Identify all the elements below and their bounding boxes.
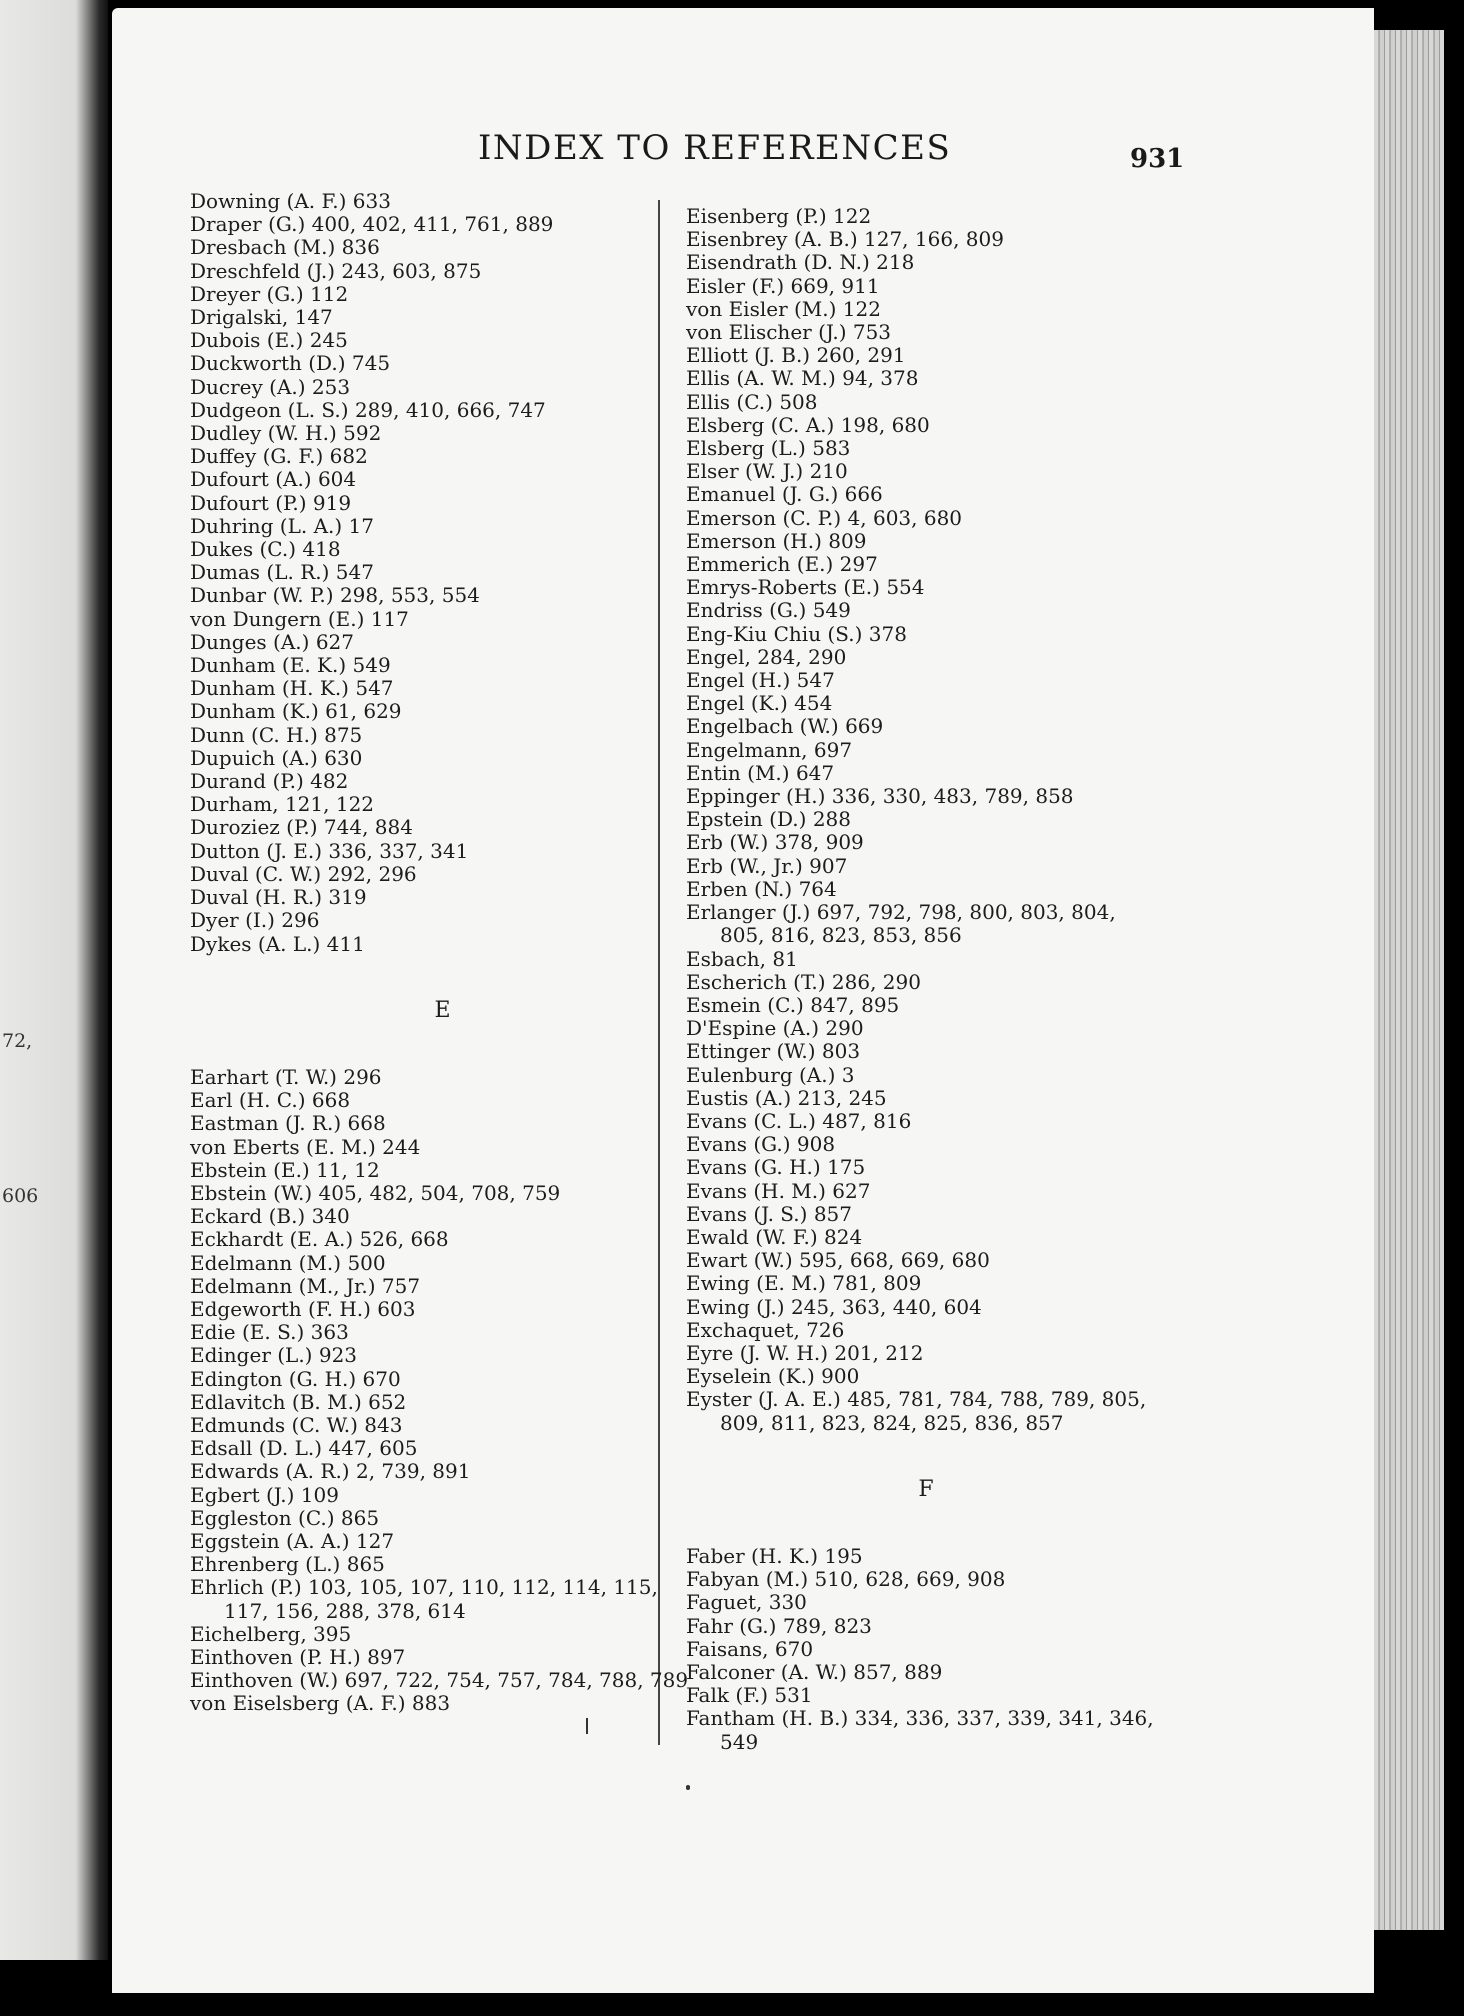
index-entry: Dudgeon (L. S.) 289, 410, 666, 747 xyxy=(190,397,546,422)
index-entry: Duval (C. W.) 292, 296 xyxy=(190,861,417,886)
index-entry: Duroziez (P.) 744, 884 xyxy=(190,815,413,840)
index-entry: Epstein (D.) 288 xyxy=(686,807,851,832)
index-entry: Escherich (T.) 286, 290 xyxy=(686,969,921,994)
index-entry: Falconer (A. W.) 857, 889 xyxy=(686,1659,943,1684)
index-entry: Emrys-Roberts (E.) 554 xyxy=(686,575,925,600)
index-entry: Dunn (C. H.) 875 xyxy=(190,722,363,747)
stray-mark xyxy=(686,1785,690,1790)
index-entry: Eggstein (A. A.) 127 xyxy=(190,1528,395,1553)
index-entry: Dufourt (P.) 919 xyxy=(190,490,352,515)
index-entry: Duffey (G. F.) 682 xyxy=(190,444,368,469)
page-stack-edges xyxy=(1374,30,1444,1930)
index-column-right xyxy=(686,205,1166,1754)
index-entry: Ellis (A. W. M.) 94, 378 xyxy=(686,366,919,391)
index-entry: Esbach, 81 xyxy=(686,946,798,971)
index-entry: Eppinger (H.) 336, 330, 483, 789, 858 xyxy=(686,784,1074,809)
index-entry: Ebstein (W.) 405, 482, 504, 708, 759 xyxy=(190,1180,561,1205)
index-entry: Ewing (E. M.) 781, 809 xyxy=(686,1271,922,1296)
index-column-left xyxy=(190,190,695,1716)
index-entry: Durham, 121, 122 xyxy=(190,792,375,817)
index-entry: Edington (G. H.) 670 xyxy=(190,1366,401,1391)
index-entry: Fahr (G.) 789, 823 xyxy=(686,1613,872,1638)
index-entry: Ehrenberg (L.) 865 xyxy=(190,1552,385,1577)
index-entry: Ehrlich (P.) 103, 105, 107, 110, 112, 114, 115, 117, 156, 288, 378, 614 xyxy=(190,1575,658,1623)
index-entry: Earhart (T. W.) 296 xyxy=(190,1064,382,1089)
index-entry: Edinger (L.) 923 xyxy=(190,1343,358,1368)
index-entry: Edlavitch (B. M.) 652 xyxy=(190,1389,407,1414)
index-entry: Edelmann (M., Jr.) 757 xyxy=(190,1273,421,1298)
index-entry: Duhring (L. A.) 17 xyxy=(190,513,375,538)
index-entry: Edelmann (M.) 500 xyxy=(190,1250,386,1275)
index-entry: Eckhardt (E. A.) 526, 668 xyxy=(190,1227,449,1252)
index-entry: Eckard (B.) 340 xyxy=(190,1204,350,1229)
index-entry: Evans (J. S.) 857 xyxy=(686,1201,852,1226)
index-entry: Dreyer (G.) 112 xyxy=(190,281,349,306)
index-entry: Edwards (A. R.) 2, 739, 891 xyxy=(190,1459,471,1484)
index-entry: Dyer (I.) 296 xyxy=(190,908,320,933)
index-entry: Faber (H. K.) 195 xyxy=(686,1543,863,1568)
index-entry: Esmein (C.) 847, 895 xyxy=(686,992,900,1017)
index-entry: Emanuel (J. G.) 666 xyxy=(686,482,883,507)
index-entry: Ebstein (E.) 11, 12 xyxy=(190,1157,380,1182)
index-entry: Duckworth (D.) 745 xyxy=(190,351,391,376)
index-entry: Dubois (E.) 245 xyxy=(190,328,348,353)
index-entry: Emerson (H.) 809 xyxy=(686,528,867,553)
index-entry: Erb (W., Jr.) 907 xyxy=(686,853,848,878)
index-entry: Eisendrath (D. N.) 218 xyxy=(686,250,915,275)
index-entry: Ettinger (W.) 803 xyxy=(686,1039,861,1064)
index-entry: Evans (H. M.) 627 xyxy=(686,1178,871,1203)
index-entry: Eichelberg, 395 xyxy=(190,1621,352,1646)
index-entry: Dunham (E. K.) 549 xyxy=(190,653,391,678)
facing-page-edge xyxy=(0,0,108,1960)
index-entry: Ewart (W.) 595, 668, 669, 680 xyxy=(686,1248,990,1273)
index-entry: D'Espine (A.) 290 xyxy=(686,1016,864,1041)
index-entry: Emmerich (E.) 297 xyxy=(686,552,878,577)
index-entry: von Eberts (E. M.) 244 xyxy=(190,1134,421,1159)
index-entry: Einthoven (P. H.) 897 xyxy=(190,1644,406,1669)
index-entry: Ewing (J.) 245, 363, 440, 604 xyxy=(686,1294,982,1319)
index-entry: Edmunds (C. W.) 843 xyxy=(190,1412,403,1437)
index-entry: Egbert (J.) 109 xyxy=(190,1482,339,1507)
index-entry: Eyster (J. A. E.) 485, 781, 784, 788, 789, 805, 809, 811, 823, 824, 825, 836, 857 xyxy=(686,1387,1147,1435)
index-entry: Engel (K.) 454 xyxy=(686,691,833,716)
index-entry: Eyselein (K.) 900 xyxy=(686,1364,860,1389)
index-entry: Dreschfeld (J.) 243, 603, 875 xyxy=(190,258,482,283)
index-entry: Faisans, 670 xyxy=(686,1636,814,1661)
index-entry: Eisenbrey (A. B.) 127, 166, 809 xyxy=(686,227,1004,252)
index-entry: Erlanger (J.) 697, 792, 798, 800, 803, 804, 805, 816, 823, 853, 856 xyxy=(686,900,1116,948)
facing-page-fragment: 72, xyxy=(2,1030,33,1052)
index-entry: Dykes (A. L.) 411 xyxy=(190,931,365,956)
index-entry: Eisler (F.) 669, 911 xyxy=(686,273,880,298)
index-entry: Einthoven (W.) 697, 722, 754, 757, 784, 788, 789 xyxy=(190,1668,689,1693)
index-entry: Dukes (C.) 418 xyxy=(190,537,341,562)
index-entry: Endriss (G.) 549 xyxy=(686,598,851,623)
index-entry: Dudley (W. H.) 592 xyxy=(190,421,382,446)
index-entry: Draper (G.) 400, 402, 411, 761, 889 xyxy=(190,212,554,237)
section-letter: E xyxy=(434,997,451,1023)
index-entry: Ellis (C.) 508 xyxy=(686,389,818,414)
index-entry: Eng-Kiu Chiu (S.) 378 xyxy=(686,621,907,646)
index-entry: Dunham (K.) 61, 629 xyxy=(190,699,402,724)
index-entry: von Dungern (E.) 117 xyxy=(190,606,409,631)
index-entry: Drigalski, 147 xyxy=(190,305,333,330)
facing-page-fragment: 606 xyxy=(2,1185,39,1207)
index-entry: Dufourt (A.) 604 xyxy=(190,467,357,492)
index-entry: Eustis (A.) 213, 245 xyxy=(686,1085,887,1110)
index-entry: von Eiselsberg (A. F.) 883 xyxy=(190,1691,451,1716)
index-entry: Evans (G. H.) 175 xyxy=(686,1155,866,1180)
index-entry: Falk (F.) 531 xyxy=(686,1683,813,1708)
page-number: 931 xyxy=(1130,144,1185,174)
index-entry: Durand (P.) 482 xyxy=(190,769,349,794)
index-entry: Earl (H. C.) 668 xyxy=(190,1088,351,1113)
index-entry: Faguet, 330 xyxy=(686,1590,807,1615)
running-header: INDEX TO REFERENCES xyxy=(478,128,952,168)
index-entry: Dunbar (W. P.) 298, 553, 554 xyxy=(190,583,480,608)
index-entry: Dunham (H. K.) 547 xyxy=(190,676,394,701)
index-entry: Edgeworth (F. H.) 603 xyxy=(190,1296,416,1321)
index-entry: Elliott (J. B.) 260, 291 xyxy=(686,343,906,368)
index-entry: Edsall (D. L.) 447, 605 xyxy=(190,1436,418,1461)
index-entry: Erb (W.) 378, 909 xyxy=(686,830,864,855)
index-entry: Dupuich (A.) 630 xyxy=(190,745,363,770)
index-entry: von Elischer (J.) 753 xyxy=(686,320,892,345)
section-letter: F xyxy=(918,1476,934,1502)
index-entry: Eastman (J. R.) 668 xyxy=(190,1111,386,1136)
index-entry: Engel (H.) 547 xyxy=(686,668,835,693)
index-entry: Engelmann, 697 xyxy=(686,737,853,762)
index-entry: Fabyan (M.) 510, 628, 669, 908 xyxy=(686,1567,1006,1592)
index-entry: Engelbach (W.) 669 xyxy=(686,714,884,739)
stray-mark xyxy=(586,1718,588,1734)
index-entry: Entin (M.) 647 xyxy=(686,760,835,785)
index-entry: Eyre (J. W. H.) 201, 212 xyxy=(686,1340,924,1365)
index-entry: Elser (W. J.) 210 xyxy=(686,459,848,484)
index-entry: Eulenburg (A.) 3 xyxy=(686,1062,855,1087)
index-entry: Emerson (C. P.) 4, 603, 680 xyxy=(686,505,963,530)
index-entry: Evans (C. L.) 487, 816 xyxy=(686,1108,912,1133)
index-entry: Duval (H. R.) 319 xyxy=(190,885,367,910)
index-entry: Eggleston (C.) 865 xyxy=(190,1505,380,1530)
index-entry: Engel, 284, 290 xyxy=(686,644,847,669)
index-entry: Elsberg (C. A.) 198, 680 xyxy=(686,412,930,437)
index-entry: Elsberg (L.) 583 xyxy=(686,436,851,461)
index-entry: Fantham (H. B.) 334, 336, 337, 339, 341, 346, 549 xyxy=(686,1706,1154,1754)
index-entry: Exchaquet, 726 xyxy=(686,1317,845,1342)
index-entry: Erben (N.) 764 xyxy=(686,876,837,901)
index-entry: Dutton (J. E.) 336, 337, 341 xyxy=(190,838,469,863)
index-entry: Dumas (L. R.) 547 xyxy=(190,560,374,585)
index-entry: von Eisler (M.) 122 xyxy=(686,296,881,321)
index-entry: Ewald (W. F.) 824 xyxy=(686,1224,863,1249)
index-entry: Downing (A. F.) 633 xyxy=(190,189,391,213)
index-entry: Eisenberg (P.) 122 xyxy=(686,204,872,228)
index-entry: Dunges (A.) 627 xyxy=(190,629,354,654)
index-entry: Evans (G.) 908 xyxy=(686,1132,836,1157)
index-entry: Edie (E. S.) 363 xyxy=(190,1320,349,1345)
index-entry: Ducrey (A.) 253 xyxy=(190,374,351,399)
index-entry: Dresbach (M.) 836 xyxy=(190,235,380,260)
